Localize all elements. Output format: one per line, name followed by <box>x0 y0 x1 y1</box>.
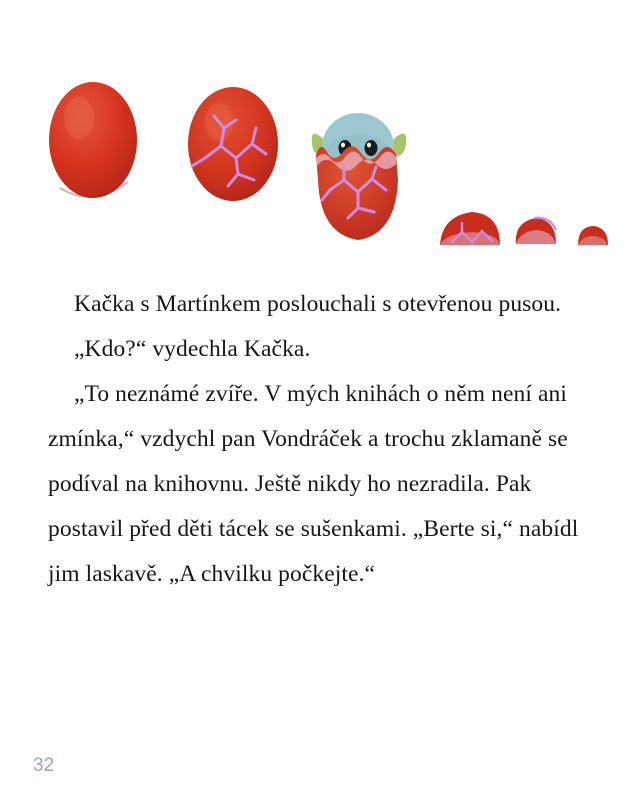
shell-piece-medium <box>516 218 556 244</box>
shell-piece-large <box>440 212 500 245</box>
paragraph-2: „Kdo?“ vydechla Kačka. <box>74 336 311 362</box>
paragraph-3: „To neznámé zvíře. V mých knihách o něm není ani zmínka,“ vzdychl pan Vondráček a trochu zklamaně se podíval na knihovnu. Ještě nikdy ho nezradila. Pak postavil před děti tácek se sušenkami. „Berte si,“ nabídl jim laskavě. „A chvilku počkejte.“ <box>48 381 579 587</box>
paragraph-1: Kačka s Martínkem poslouchali s otevřenou pusou. <box>74 291 562 317</box>
egg-hatching-creature <box>312 113 407 240</box>
illustration-cracking-eggs <box>0 40 639 255</box>
egg-cracked <box>188 87 278 201</box>
egg-whole <box>49 82 137 198</box>
page-number: 32 <box>33 755 55 776</box>
creature-eye-right <box>365 140 378 156</box>
story-text <box>48 282 588 597</box>
shell-piece-small <box>578 226 608 245</box>
